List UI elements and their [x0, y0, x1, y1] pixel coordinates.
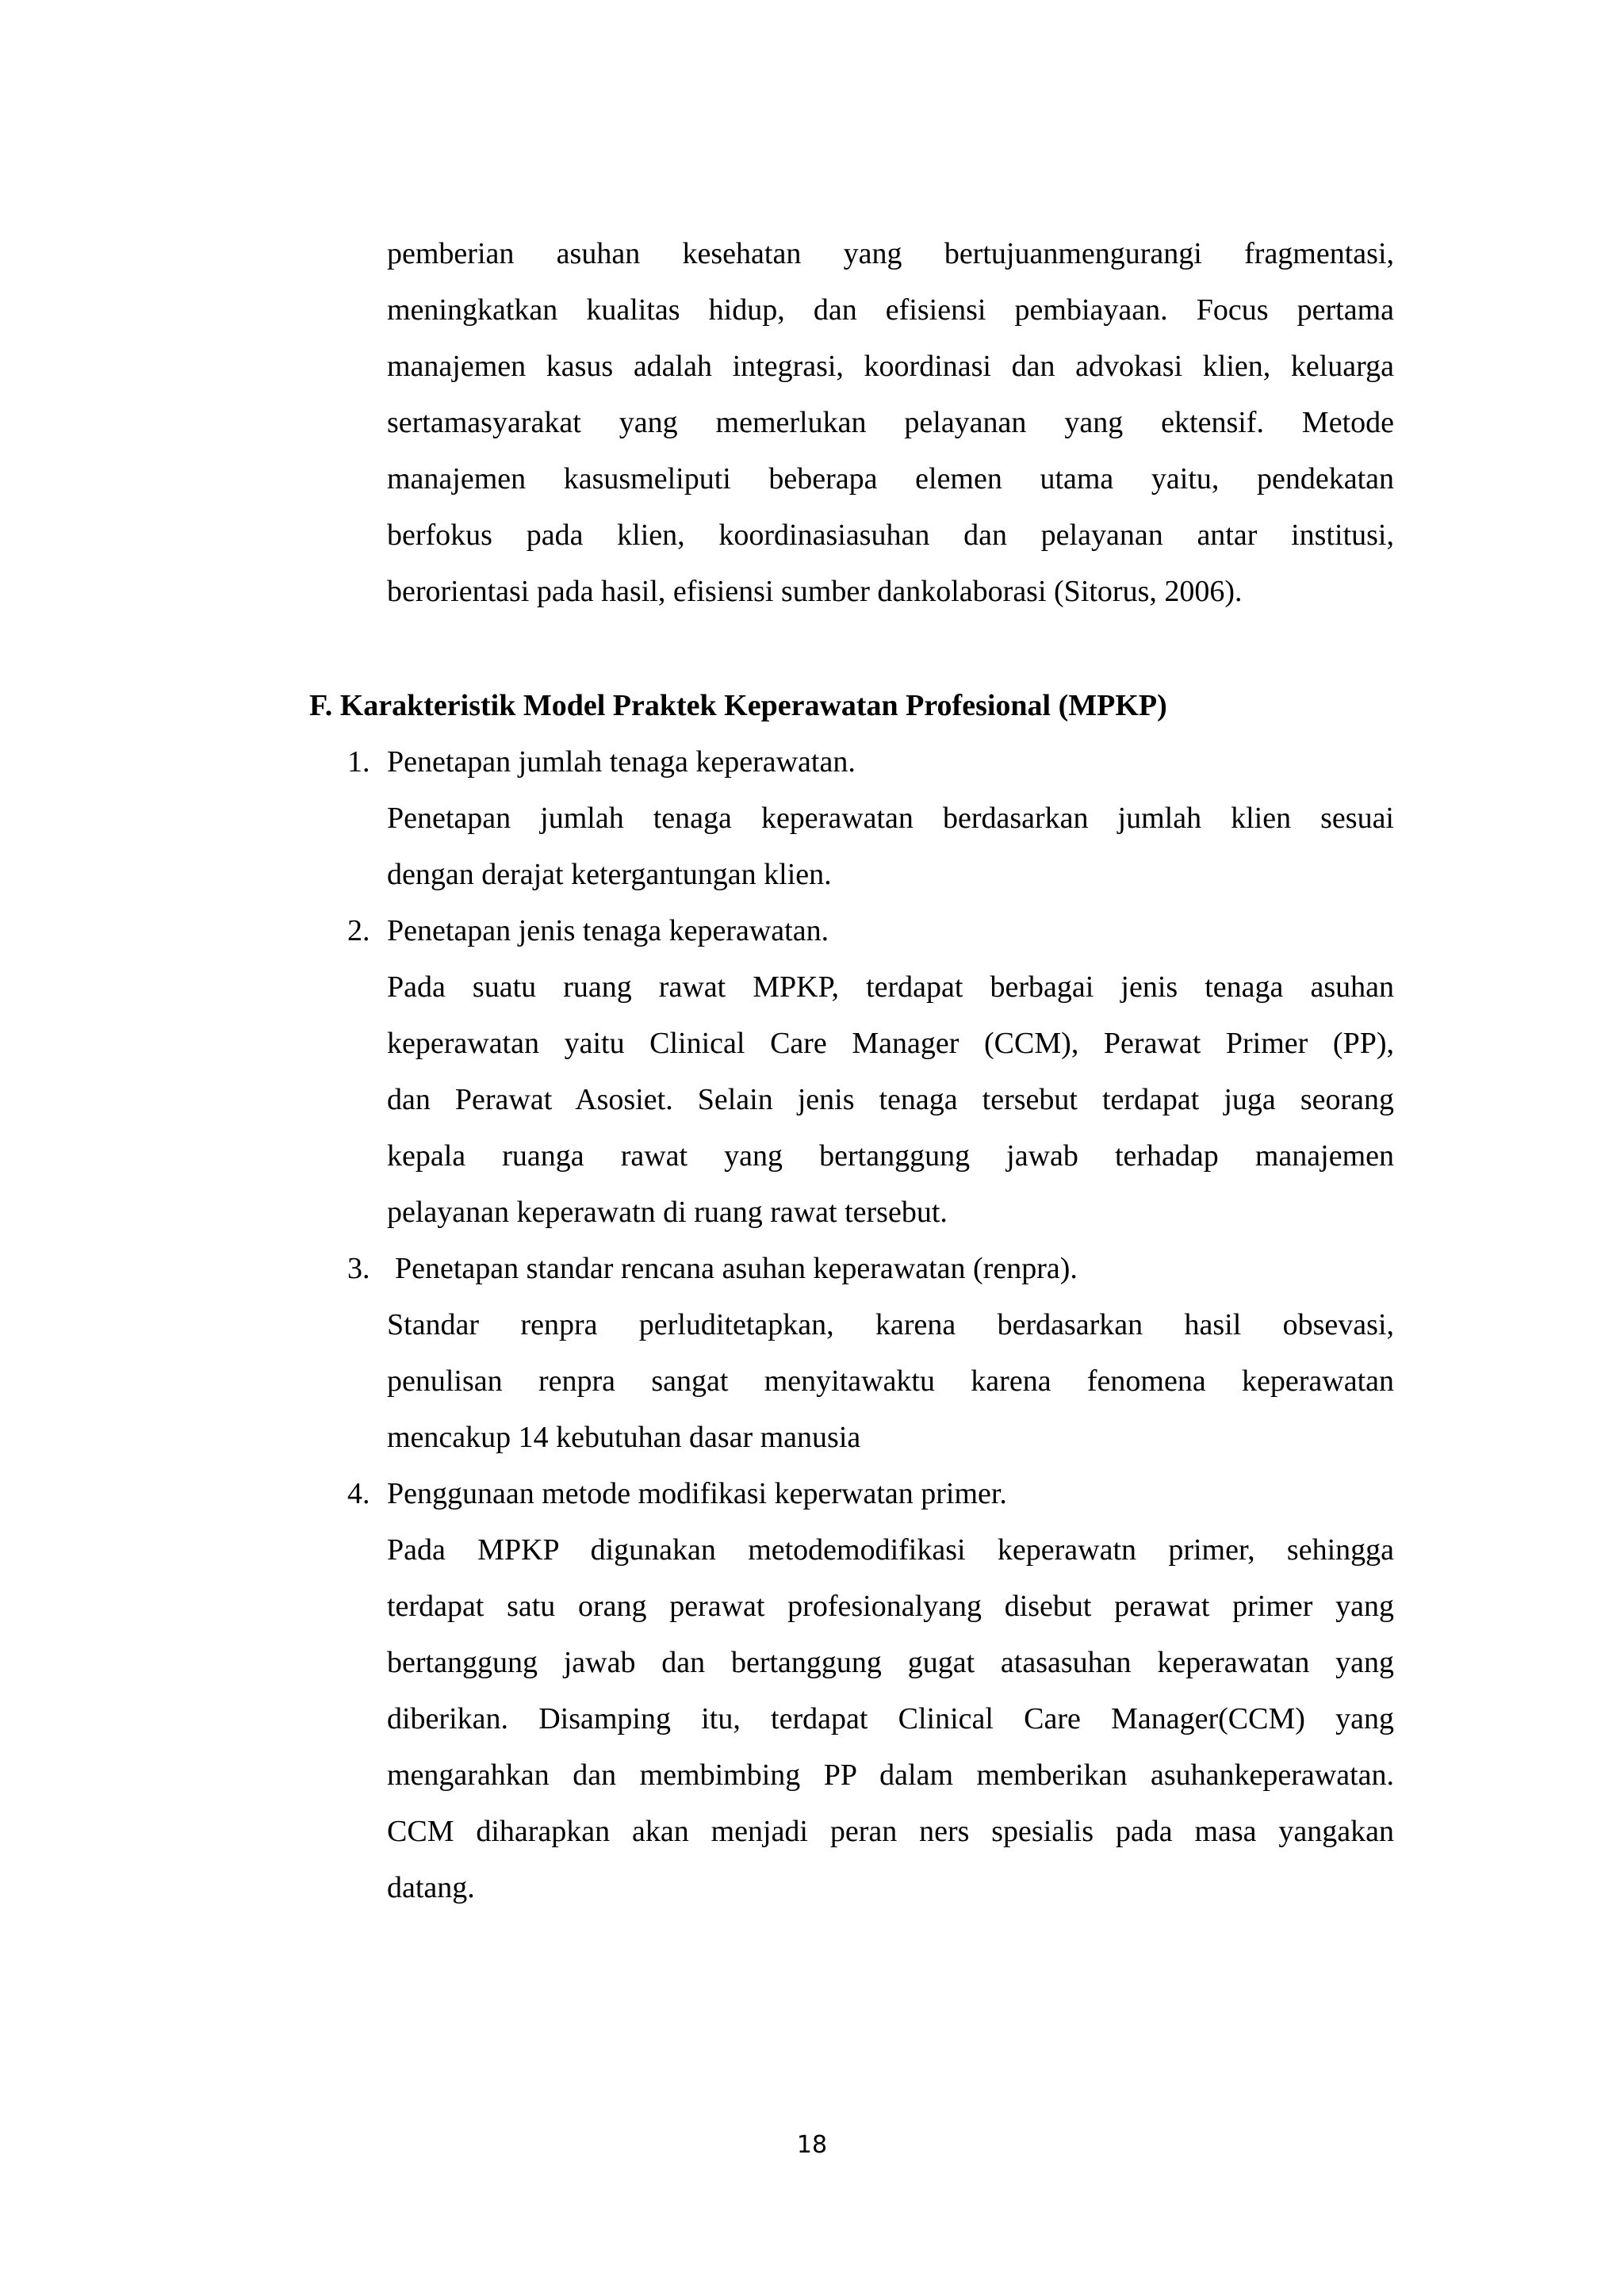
list-item-line: bertanggung jawab dan bertanggung gugat atasasuhan keperawatan yang	[387, 1646, 1394, 1679]
list-item-line: mencakup 14 kebutuhan dasar manusia	[387, 1421, 861, 1454]
list-number: 3.	[347, 1252, 370, 1285]
intro-line: sertamasyarakat yang memerlukan pelayanan yang ektensif. Metode	[387, 406, 1394, 439]
list-item-line: Standar renpra perluditetapkan, karena berdasarkan hasil obsevasi,	[387, 1308, 1394, 1341]
list-item-title: Penetapan jenis tenaga keperawatan.	[387, 914, 829, 947]
intro-line: berorientasi pada hasil, efisiensi sumber dankolaborasi (Sitorus, 2006).	[387, 575, 1243, 608]
list-item-line: penulisan renpra sangat menyitawaktu karena fenomena keperawatan	[387, 1364, 1394, 1398]
intro-line: berfokus pada klien, koordinasiasuhan dan pelayanan antar institusi,	[387, 519, 1394, 552]
section-heading: F. Karakteristik Model Praktek Keperawatan Profesional (MPKP)	[309, 689, 1167, 722]
list-item-line: CCM diharapkan akan menjadi peran ners spesialis pada masa yangakan	[387, 1815, 1394, 1848]
list-item-line: diberikan. Disamping itu, terdapat Clinical Care Manager(CCM) yang	[387, 1702, 1394, 1735]
intro-line: meningkatkan kualitas hidup, dan efisiensi pembiayaan. Focus pertama	[387, 293, 1394, 327]
intro-line: manajemen kasusmeliputi beberapa elemen utama yaitu, pendekatan	[387, 462, 1394, 496]
list-number: 4.	[347, 1477, 370, 1510]
list-item-line: terdapat satu orang perawat profesionalyang disebut perawat primer yang	[387, 1590, 1394, 1623]
list-number: 1.	[347, 745, 370, 779]
list-item-title: Penggunaan metode modifikasi keperwatan primer.	[387, 1477, 1007, 1510]
list-item-line: Penetapan jumlah tenaga keperawatan berdasarkan jumlah klien sesuai	[387, 802, 1394, 835]
list-item-line: dan Perawat Asosiet. Selain jenis tenaga tersebut terdapat juga seorang	[387, 1083, 1394, 1116]
list-item-line: Pada suatu ruang rawat MPKP, terdapat berbagai jenis tenaga asuhan	[387, 970, 1394, 1004]
page-number: 18	[796, 2131, 828, 2159]
list-number: 2.	[347, 914, 370, 947]
list-item-title: Penetapan standar rencana asuhan keperawatan (renpra).	[395, 1252, 1078, 1285]
list-item-line: Pada MPKP digunakan metodemodifikasi keperawatn primer, sehingga	[387, 1533, 1394, 1567]
list-item-line: mengarahkan dan membimbing PP dalam memberikan asuhankeperawatan.	[387, 1758, 1394, 1792]
intro-line: manajemen kasus adalah integrasi, koordinasi dan advokasi klien, keluarga	[387, 350, 1394, 383]
list-item-line: kepala ruanga rawat yang bertanggung jawab terhadap manajemen	[387, 1139, 1394, 1173]
intro-line: pemberian asuhan kesehatan yang bertujuanmengurangi fragmentasi,	[387, 237, 1394, 270]
list-item-line: dengan derajat ketergantungan klien.	[387, 858, 832, 891]
list-item-title: Penetapan jumlah tenaga keperawatan.	[387, 745, 856, 779]
list-item-line: pelayanan keperawatn di ruang rawat tersebut.	[387, 1196, 948, 1229]
list-item-line: datang.	[387, 1871, 475, 1904]
list-item-line: keperawatan yaitu Clinical Care Manager (CCM), Perawat Primer (PP),	[387, 1027, 1394, 1060]
